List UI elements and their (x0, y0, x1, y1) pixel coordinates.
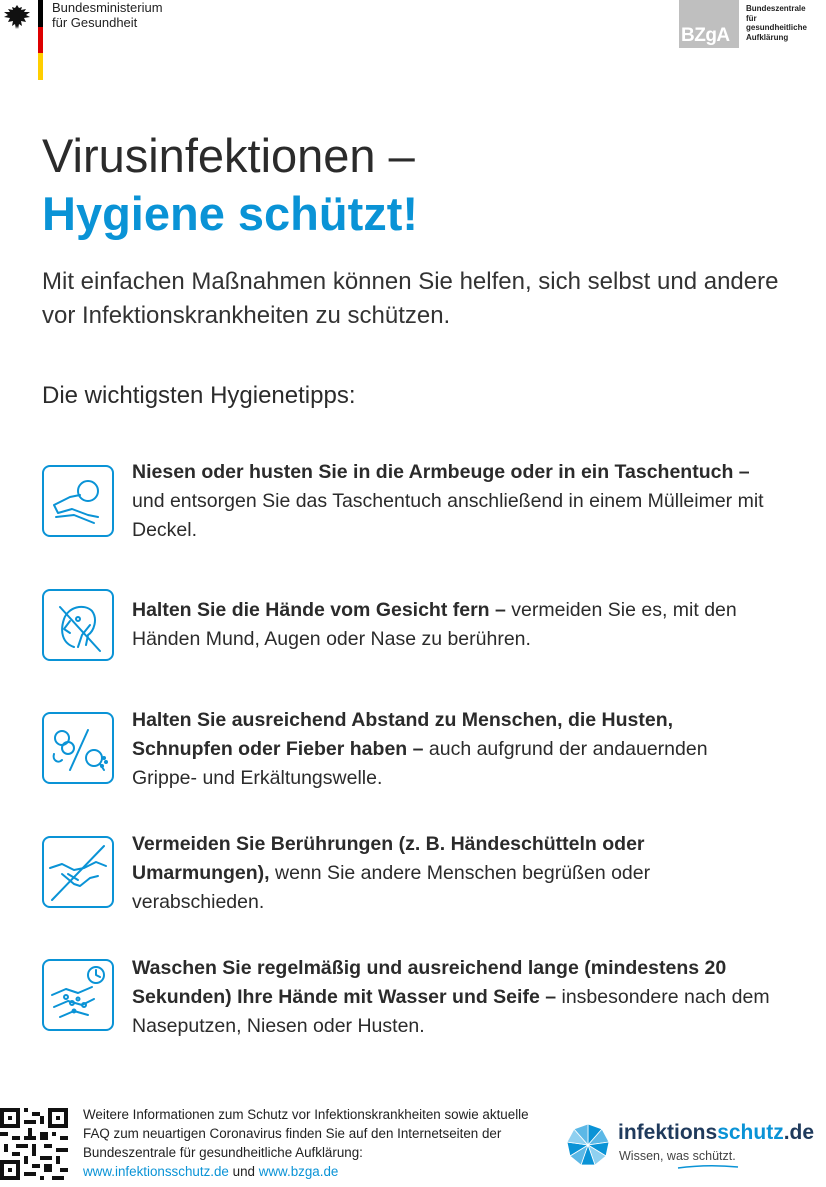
tip-2-body: vermeiden Sie es, mit den Händen Mund, Augen oder Nase zu berühren. (132, 599, 737, 650)
bzga-abbr: BZgA (681, 25, 730, 46)
bmg-logo (0, 0, 180, 80)
infektionsschutz-logo (565, 1118, 820, 1178)
tip-3-text (132, 706, 772, 793)
tip-4-body: wenn Sie andere Menschen begrüßen oder verabschieden. (132, 862, 651, 913)
keep-distance-icon (42, 712, 114, 784)
bzga-logo-box (679, 0, 739, 48)
brand-part-1: infektions (618, 1121, 718, 1144)
ministry-name (52, 0, 163, 30)
tip-1-body: und entsorgen Sie das Taschentuch anschließend in einem Mülleimer mit Deckel. (132, 490, 764, 541)
bzga-line-4: Aufklärung (746, 32, 789, 42)
page-subtitle: Hygiene schützt! (42, 187, 419, 240)
tip-4-text (132, 830, 772, 917)
tips-heading: Die wichtigsten Hygienetipps: (42, 382, 356, 409)
brand-part-3: .de (783, 1121, 815, 1144)
hand-washing-timer-icon (42, 959, 114, 1031)
tip-5-text (132, 954, 772, 1041)
tip-2-text (132, 596, 772, 654)
bzga-line-3: gesundheitliche (746, 23, 807, 32)
tip-3-body: auch aufgrund der andauernden Grippe- und Erkältungswelle. (132, 738, 708, 789)
brand-slogan: Wissen, was schützt. (619, 1149, 736, 1163)
page-title: Virusinfektionen – (42, 129, 415, 182)
no-face-touching-icon (42, 589, 114, 661)
tip-5-bold: Waschen Sie regelmäßig und ausreichend lange (mindestens 20 Sekunden) Ihre Hände mit Wasser und Seife – (132, 957, 727, 1008)
ministry-line-1: Bundesministerium (52, 0, 163, 15)
bzga-name (746, 4, 807, 42)
tip-3-bold: Halten Sie ausreichend Abstand zu Menschen, die Husten, Schnupfen oder Fieber haben – (132, 709, 674, 760)
link-bzga[interactable]: www.bzga.de (258, 1164, 339, 1179)
slogan-underline (677, 1164, 739, 1170)
tip-1-bold: Niesen oder husten Sie in die Armbeuge oder in ein Taschentuch – (132, 461, 750, 483)
brand-part-2: schutz (717, 1121, 784, 1144)
infektionsschutz-emblem-icon (565, 1122, 611, 1168)
footer-info (83, 1105, 553, 1181)
bzga-logo (679, 0, 819, 50)
sneeze-into-elbow-icon (42, 465, 114, 537)
bzga-line-1: Bundeszentrale (746, 4, 806, 13)
federal-eagle-icon (2, 3, 32, 31)
footer-connector: und (232, 1164, 255, 1179)
tip-2-bold: Halten Sie die Hände vom Gesicht fern – (132, 599, 506, 621)
intro-text: Mit einfachen Maßnahmen können Sie helfen, sich selbst und andere vor Infektionskrankheiten zu schützen. (42, 268, 779, 329)
german-flag-stripe (38, 0, 43, 80)
tip-4-bold: Vermeiden Sie Berührungen (z. B. Händeschütteln oder Umarmungen), (132, 833, 645, 884)
tip-5-body: insbesondere nach dem Naseputzen, Niesen oder Husten. (132, 986, 770, 1037)
tip-1-text (132, 458, 772, 545)
link-infektionsschutz[interactable]: www.infektionsschutz.de (83, 1164, 229, 1179)
bzga-line-2: für (746, 13, 757, 23)
ministry-line-2: für Gesundheit (52, 15, 138, 30)
no-handshake-icon (42, 836, 114, 908)
footer-text: Weitere Informationen zum Schutz vor Infektionskrankheiten sowie aktuelle FAQ zum neuartigen Coronavirus finden Sie auf den Internetseiten der Bundeszentrale für gesundheitliche Aufklärung: (83, 1107, 529, 1160)
qr-code-icon (0, 1108, 68, 1180)
brand-wordmark (618, 1121, 814, 1145)
